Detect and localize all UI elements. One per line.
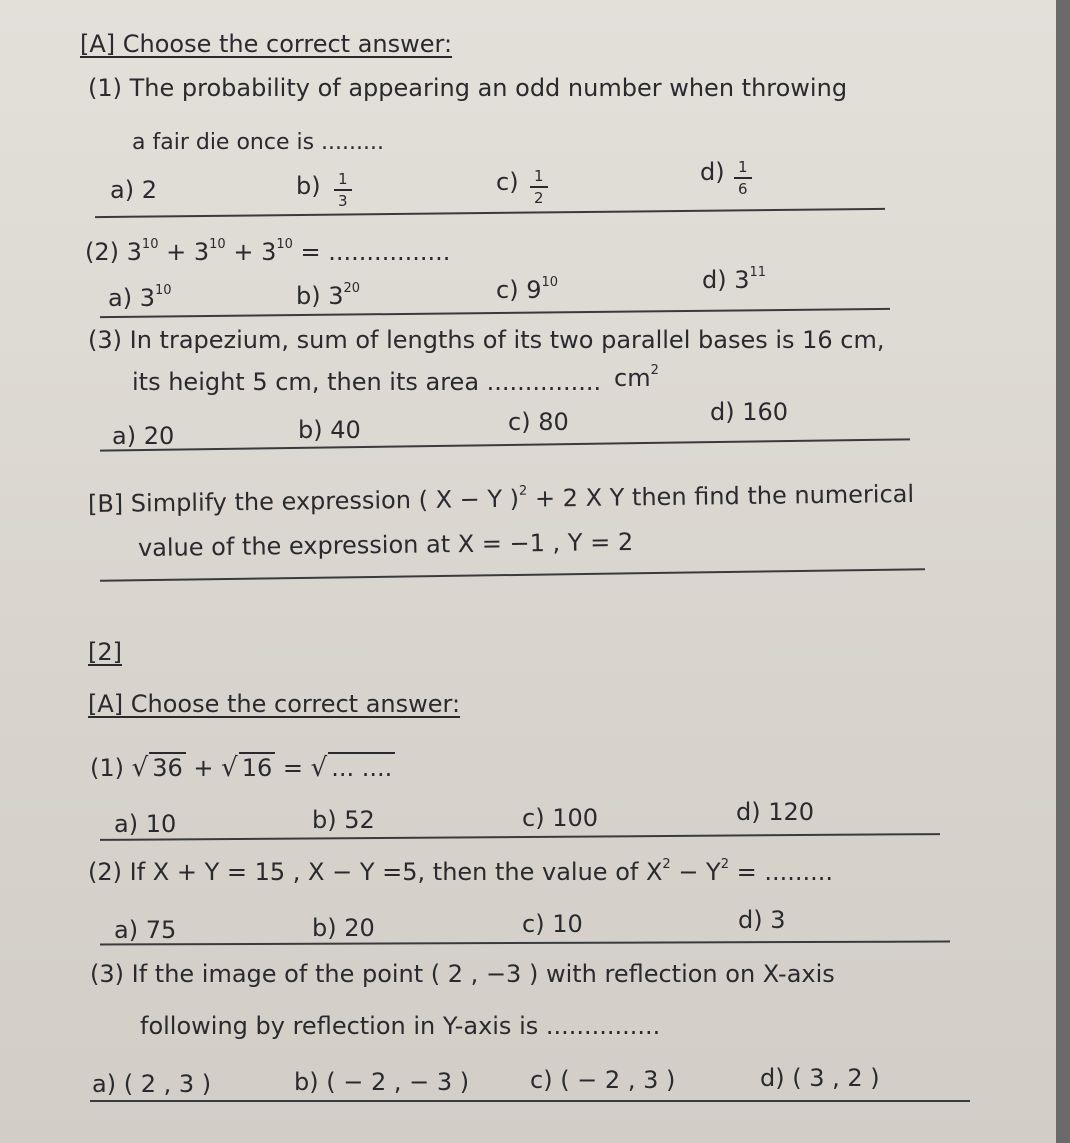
q1-c-numerator: 1: [530, 169, 548, 188]
p2-q1-radicand-1: 36: [149, 752, 186, 780]
p2-q3-option-b: b) ( − 2 , − 3 ): [294, 1068, 470, 1096]
sqrt-symbol-2: √: [221, 753, 238, 783]
q2-c-base: 9: [526, 276, 542, 304]
q2-term3-exp: 10: [276, 237, 293, 252]
q2-term2-base: 3: [193, 238, 210, 266]
part-b-answer-rule: [100, 568, 925, 582]
part-b-line2: value of the expression at X = −1 , Y = 2: [137, 527, 634, 562]
p2-q2-exp-1: 2: [662, 857, 671, 872]
p2-q3-option-a: a) ( 2 , 3 ): [92, 1070, 212, 1098]
q1-d-denominator: 6: [738, 180, 748, 198]
p2-q3-line2: following by reflection in Y-axis is ...............: [140, 1012, 661, 1040]
p2-q1-label: (1): [90, 754, 124, 782]
q2-option-b: [296, 281, 361, 310]
p2-q1-option-b: b) 52: [312, 806, 375, 834]
q2-a-base: 3: [139, 284, 155, 312]
q1-line2: a fair die once is .........: [132, 130, 384, 155]
q3-line2: its height 5 cm, then its area ...............: [132, 368, 602, 396]
q3-option-a: a) 20: [112, 422, 175, 450]
q3-unit-exp: 2: [650, 363, 659, 378]
q3-answer-rule: [100, 438, 910, 451]
q2-option-c: [496, 275, 559, 304]
q3-line1: (3) In trapezium, sum of lengths of its two parallel bases is 16 cm,: [88, 326, 885, 354]
q2-d-base: 3: [734, 266, 750, 294]
q2-c-exp: 10: [541, 275, 559, 290]
p2-q2-option-c: c) 10: [522, 910, 583, 938]
section-2-heading: [2]: [88, 638, 122, 666]
q2-plus-1: +: [166, 238, 187, 266]
q3-unit-text: cm: [614, 364, 651, 392]
p2-q2-answer-rule: [100, 941, 950, 946]
p2-q1-radicand-2: 16: [239, 752, 276, 780]
part-b-expression-end: + 2 X Y then find the numerical: [527, 479, 915, 513]
q1-c-denominator: 2: [534, 189, 544, 207]
q2-b-exp: 20: [343, 281, 361, 296]
sqrt-symbol-1: √: [131, 753, 149, 783]
q1-option-b: b): [296, 172, 321, 200]
part-b-exp: 2: [518, 483, 528, 499]
p2-q1-option-a: a) 10: [114, 810, 177, 838]
q1-line1: (1) The probability of appearing an odd number when throwing: [88, 74, 848, 102]
q2-option-d: [702, 265, 767, 294]
q1-d-numerator: 1: [734, 160, 752, 179]
page-edge-shadow: [1056, 0, 1070, 1143]
q2-answer-rule: [100, 308, 890, 318]
q1-b-numerator: 1: [334, 172, 352, 191]
q1-answer-rule: [95, 208, 885, 218]
q2-c-label: c): [496, 276, 519, 304]
p2-q3-line1: (3) If the image of the point ( 2 , −3 ) with reflection on X-axis: [90, 960, 835, 988]
p2-q2-option-b: b) 20: [312, 914, 375, 942]
p2-q1-plus: +: [193, 754, 214, 782]
q2-a-exp: 10: [155, 283, 172, 298]
q3-unit: [614, 363, 659, 392]
p2-q3-answer-rule: [90, 1100, 970, 1102]
p2-q1-option-d: d) 120: [736, 798, 815, 826]
p2-q2-mid: − Y: [670, 858, 721, 886]
q2-equals-blank: = ................: [300, 238, 451, 266]
q1-b-denominator: 3: [338, 192, 348, 210]
q3-option-d: d) 160: [710, 398, 789, 426]
q1-option-d: d): [700, 158, 725, 186]
p2-q2-option-d: d) 3: [738, 906, 786, 934]
q3-option-c: c) 80: [508, 408, 569, 436]
q2-a-label: a): [108, 284, 133, 312]
q2-b-base: 3: [328, 282, 344, 310]
part-b-expression-start: [B] Simplify the expression ( X − Y ): [87, 484, 520, 518]
part-b-line1: [87, 479, 915, 518]
q2-term2-exp: 10: [209, 237, 226, 252]
q2-d-exp: 11: [749, 265, 767, 280]
p2-q1-radicand-blank: ... ....: [328, 752, 395, 780]
q2-label: (2): [85, 238, 119, 266]
p2-q1-option-c: c) 100: [522, 804, 598, 832]
p2-q2-end: = .........: [729, 858, 834, 886]
p2-q3-option-d: d) ( 3 , 2 ): [760, 1064, 880, 1092]
p2-q1-answer-rule: [100, 833, 940, 841]
p2-q3-option-c: c) ( − 2 , 3 ): [530, 1066, 676, 1094]
section-a-title: [A] Choose the correct answer:: [80, 30, 453, 58]
q1-option-c-fraction: [530, 169, 548, 206]
q1-option-c: c): [496, 168, 519, 196]
q2-term3-base: 3: [261, 238, 277, 266]
q1-option-a: a) 2: [110, 176, 157, 204]
section-2a-title: [A] Choose the correct answer:: [88, 690, 461, 718]
q2-expression: [85, 237, 451, 266]
p2-q2-option-a: a) 75: [114, 916, 177, 944]
p2-q1-expression: [90, 752, 395, 781]
p2-q2-question: [88, 857, 834, 886]
q3-option-b: b) 40: [298, 416, 361, 444]
q2-d-label: d): [702, 266, 727, 294]
sqrt-symbol-3: √: [310, 753, 328, 783]
q1-option-b-fraction: [334, 172, 352, 209]
q2-plus-2: +: [233, 238, 254, 266]
q2-b-label: b): [296, 282, 321, 310]
q2-term1-base: 3: [126, 238, 142, 266]
p2-q2-exp-2: 2: [720, 857, 729, 872]
p2-q2-start: (2) If X + Y = 15 , X − Y =5, then the value of X: [88, 858, 663, 886]
q2-option-a: [108, 283, 172, 312]
p2-q1-equals: =: [282, 754, 304, 782]
q1-option-d-fraction: [734, 160, 752, 197]
q2-term1-exp: 10: [141, 237, 159, 252]
